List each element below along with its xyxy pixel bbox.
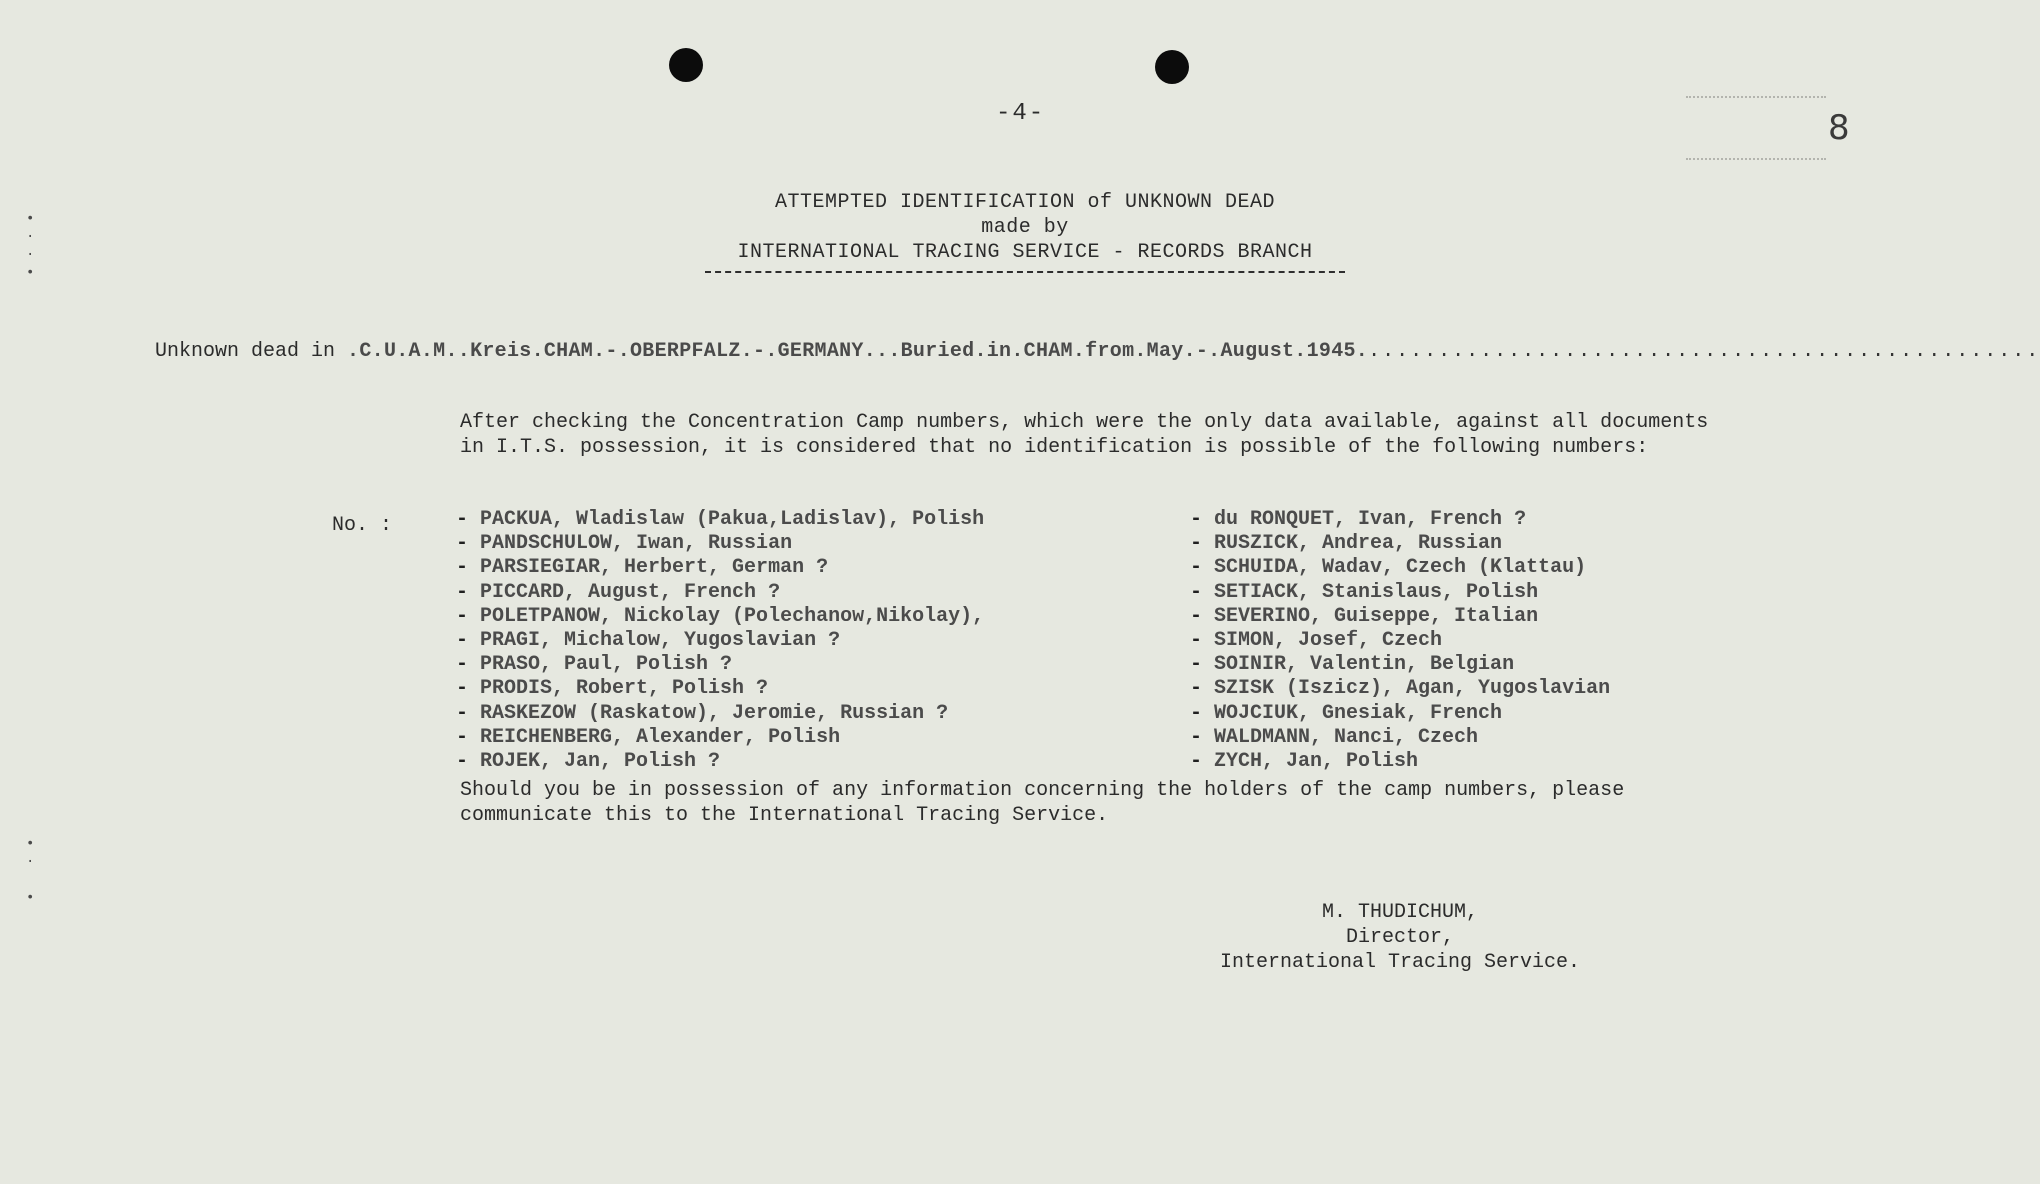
list-item: - SEVERINO, Guiseppe, Italian — [1190, 605, 1610, 629]
signature-block — [1170, 900, 1630, 975]
corner-dotted-marks — [1686, 96, 1826, 160]
signatory-organization: International Tracing Service. — [1219, 951, 1581, 974]
list-item: - PARSIEGIAR, Herbert, German ? — [456, 556, 984, 580]
list-item: - PRODIS, Robert, Polish ? — [456, 677, 984, 701]
list-item: - PANDSCHULOW, Iwan, Russian — [456, 532, 984, 556]
corner-handwritten-number: 8 — [1828, 108, 1850, 148]
signatory-title: Director, — [1345, 926, 1455, 949]
list-item: - SCHUIDA, Wadav, Czech (Klattau) — [1190, 556, 1610, 580]
list-item: - POLETPANOW, Nickolay (Polechanow,Nikolay), — [456, 605, 984, 629]
header-divider — [705, 271, 1345, 273]
location-prefix: Unknown dead in — [155, 340, 336, 363]
location-leader: ................................................ — [1368, 340, 2040, 363]
page-number: -4- — [996, 100, 1046, 127]
list-item: - PICCARD, August, French ? — [456, 581, 984, 605]
list-item: - ZYCH, Jan, Polish — [1190, 750, 1610, 774]
header-subtitle: made by — [981, 216, 1069, 239]
signatory-name: M. THUDICHUM, — [1321, 901, 1479, 924]
document-header — [700, 190, 1350, 273]
list-item: - REICHENBERG, Alexander, Polish — [456, 726, 984, 750]
list-item: - SIMON, Josef, Czech — [1190, 629, 1610, 653]
list-item: - RASKEZOW (Raskatow), Jeromie, Russian ? — [456, 702, 984, 726]
intro-paragraph: After checking the Concentration Camp numbers, which were the only data available, against all documents in I.T.S. possession, it is considered that no identification is possible of the following numbers: — [460, 411, 1709, 459]
punch-hole — [669, 48, 703, 82]
margin-marks: • · · • — [26, 211, 35, 281]
location-value: .C.U.A.M..Kreis.CHAM.-.OBERPFALZ.-.GERMANY...Buried.in.CHAM.from.May.-.August.1945. — [347, 340, 1369, 363]
list-item: - PRASO, Paul, Polish ? — [456, 653, 984, 677]
location-line — [155, 340, 2040, 363]
names-list-right — [1190, 508, 1610, 774]
numbers-label: No. : — [332, 514, 393, 537]
list-item: - ROJEK, Jan, Polish ? — [456, 750, 984, 774]
list-item: - RUSZICK, Andrea, Russian — [1190, 532, 1610, 556]
list-item: - du RONQUET, Ivan, French ? — [1190, 508, 1610, 532]
header-organization: INTERNATIONAL TRACING SERVICE - RECORDS BRANCH — [737, 241, 1313, 264]
list-item: - SZISK (Iszicz), Agan, Yugoslavian — [1190, 677, 1610, 701]
closing-paragraph: Should you be in possession of any information concerning the holders of the camp numbers, please communicate this to the International Tracing Service. — [460, 779, 1625, 827]
names-list-left — [456, 508, 984, 774]
margin-marks: • · • — [26, 836, 35, 906]
list-item: - WOJCIUK, Gnesiak, French — [1190, 702, 1610, 726]
list-item: - SETIACK, Stanislaus, Polish — [1190, 581, 1610, 605]
list-item: - WALDMANN, Nanci, Czech — [1190, 726, 1610, 750]
list-item: - PRAGI, Michalow, Yugoslavian ? — [456, 629, 984, 653]
header-title: ATTEMPTED IDENTIFICATION of UNKNOWN DEAD — [774, 191, 1276, 214]
punch-hole — [1155, 50, 1189, 84]
list-item: - PACKUA, Wladislaw (Pakua,Ladislav), Polish — [456, 508, 984, 532]
list-item: - SOINIR, Valentin, Belgian — [1190, 653, 1610, 677]
